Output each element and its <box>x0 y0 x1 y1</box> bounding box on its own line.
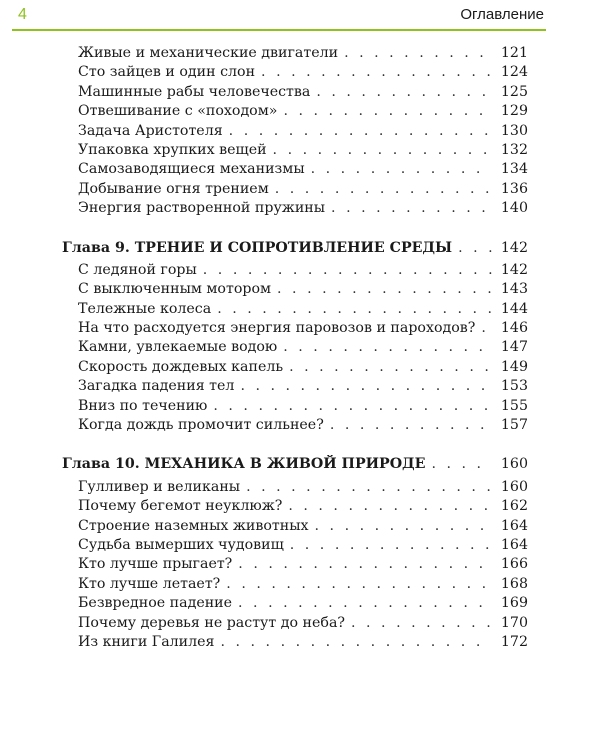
dot-leader <box>203 261 492 280</box>
entry-title: Самозаводящиеся механизмы <box>78 161 305 178</box>
dot-leader <box>220 633 492 652</box>
dot-leader <box>275 180 492 199</box>
entry-title: Камни, увлекаемые водою <box>78 339 278 356</box>
toc-entry[interactable] <box>62 319 528 338</box>
entry-page-number: 144 <box>500 300 528 317</box>
entry-title: Сто зайцев и один слон <box>78 64 256 81</box>
entry-title: С ледяной горы <box>78 261 197 278</box>
entry-page-number: 132 <box>500 141 528 158</box>
dot-leader <box>226 575 492 594</box>
dot-leader <box>290 536 492 555</box>
entry-page-number: 166 <box>500 556 528 573</box>
entry-page-number: 153 <box>500 378 528 395</box>
dot-leader <box>344 44 492 63</box>
entry-title: Скорость дождевых капель <box>78 358 284 375</box>
entry-page-number: 162 <box>500 498 528 515</box>
dot-leader <box>330 416 492 435</box>
toc-entry[interactable] <box>62 160 528 179</box>
entry-page-number: 169 <box>500 595 528 612</box>
toc-entry[interactable] <box>62 517 528 536</box>
toc-entry[interactable] <box>62 122 528 141</box>
chapter-page-number: 142 <box>500 239 528 256</box>
entry-title: Упаковка хрупких вещей <box>78 141 267 158</box>
dot-leader <box>283 338 492 357</box>
entry-page-number: 168 <box>500 575 528 592</box>
dot-leader <box>213 397 492 416</box>
entry-page-number: 164 <box>500 517 528 534</box>
entry-page-number: 157 <box>500 417 528 434</box>
entry-title: Машинные рабы человечества <box>78 83 311 100</box>
entry-title: Почему деревья не растут до неба? <box>78 614 346 631</box>
entry-title: Судьба вымерших чудовищ <box>78 536 284 553</box>
entry-title: Кто лучше прыгает? <box>78 556 233 573</box>
chapter-title <box>62 239 452 258</box>
toc-entry[interactable] <box>62 199 528 218</box>
entry-page-number: 147 <box>500 339 528 356</box>
entry-page-number: 160 <box>500 478 528 495</box>
entry-page-number: 140 <box>500 200 528 217</box>
toc-entry[interactable] <box>62 338 528 357</box>
chapter-name: МЕХАНИКА В ЖИВОЙ ПРИРОДЕ <box>144 456 426 473</box>
dot-leader <box>481 319 492 338</box>
entry-page-number: 170 <box>500 614 528 631</box>
entry-page-number: 149 <box>500 358 528 375</box>
entry-page-number: 130 <box>500 122 528 139</box>
toc-entry[interactable] <box>62 377 528 396</box>
toc-entry[interactable] <box>62 536 528 555</box>
dot-leader <box>273 141 492 160</box>
dot-leader <box>351 614 492 633</box>
dot-leader <box>240 377 492 396</box>
toc-entry[interactable] <box>62 478 528 497</box>
entry-title: Задача Аристотеля <box>78 122 223 139</box>
chapter-heading[interactable] <box>62 239 528 258</box>
chapter-heading[interactable] <box>62 455 528 474</box>
entry-page-number: 129 <box>500 103 528 120</box>
dot-leader <box>246 478 492 497</box>
entry-title: Загадка падения тел <box>78 378 235 395</box>
header-rule <box>12 29 546 31</box>
entry-page-number: 134 <box>500 161 528 178</box>
dot-leader <box>289 358 492 377</box>
toc-entry[interactable] <box>62 397 528 416</box>
entry-page-number: 121 <box>500 45 528 61</box>
entry-title: Вниз по течению <box>78 397 208 414</box>
entry-title: Из книги Галилея <box>78 633 215 650</box>
entry-title: Энергия растворенной пружины <box>78 200 326 217</box>
dot-leader <box>288 497 492 516</box>
entry-page-number: 136 <box>500 180 528 197</box>
dot-leader <box>316 83 492 102</box>
toc-entry[interactable] <box>62 300 528 319</box>
dot-leader <box>238 594 492 613</box>
entry-page-number: 125 <box>500 83 528 100</box>
entry-title: Строение наземных животных <box>78 517 309 534</box>
entry-title: Кто лучше летает? <box>78 575 221 592</box>
toc-entry[interactable] <box>62 63 528 82</box>
toc-entry[interactable] <box>62 416 528 435</box>
toc-entry[interactable] <box>62 261 528 280</box>
toc-entry[interactable] <box>62 280 528 299</box>
dot-leader <box>277 280 492 299</box>
entry-page-number: 142 <box>500 261 528 278</box>
dot-leader <box>261 63 492 82</box>
toc-entry[interactable] <box>62 555 528 574</box>
toc-entry[interactable] <box>62 83 528 102</box>
chapter-number: Глава 9. <box>62 239 130 256</box>
entry-title: С выключенным мотором <box>78 281 272 298</box>
toc-entry[interactable] <box>62 633 528 652</box>
entry-title: Безвредное падение <box>78 595 233 612</box>
entry-page-number: 164 <box>500 536 528 553</box>
entry-page-number: 146 <box>500 320 528 337</box>
running-title: Оглавление <box>460 6 544 23</box>
toc-entry[interactable] <box>62 497 528 516</box>
entry-page-number: 172 <box>500 633 528 650</box>
dot-leader <box>458 239 492 258</box>
dot-leader <box>229 122 492 141</box>
dot-leader <box>331 199 492 218</box>
toc-entry[interactable] <box>62 44 528 63</box>
entry-title: Добывание огня трением <box>78 180 269 197</box>
toc-entry[interactable] <box>62 102 528 121</box>
entry-page-number: 155 <box>500 397 528 414</box>
entry-title: Живые и механические двигатели <box>78 45 339 61</box>
table-of-contents <box>62 44 528 652</box>
entry-page-number: 124 <box>500 64 528 81</box>
toc-entry[interactable] <box>62 594 528 613</box>
entry-title: Гулливер и великаны <box>78 478 241 495</box>
dot-leader <box>283 102 492 121</box>
dot-leader <box>217 300 492 319</box>
chapter-number: Глава 10. <box>62 456 140 473</box>
entry-title: Отвешивание с «походом» <box>78 103 278 120</box>
chapter-page-number: 160 <box>500 456 528 473</box>
entry-title: На что расходуется энергия паровозов и пароходов? <box>78 320 476 337</box>
toc-entry[interactable] <box>62 575 528 594</box>
entry-title: Почему бегемот неуклюж? <box>78 498 283 515</box>
toc-entry[interactable] <box>62 358 528 377</box>
toc-entry[interactable] <box>62 141 528 160</box>
toc-entry[interactable] <box>62 614 528 633</box>
dot-leader <box>432 455 493 474</box>
toc-entry[interactable] <box>62 180 528 199</box>
dot-leader <box>315 517 492 536</box>
entry-title: Тележные колеса <box>78 300 212 317</box>
page-number: 4 <box>18 6 27 23</box>
chapter-name: ТРЕНИЕ И СОПРОТИВЛЕНИЕ СРЕДЫ <box>134 239 453 256</box>
chapter-title <box>62 455 426 474</box>
dot-leader <box>238 555 492 574</box>
entry-page-number: 143 <box>500 281 528 298</box>
dot-leader <box>311 160 492 179</box>
entry-title: Когда дождь промочит сильнее? <box>78 417 324 434</box>
